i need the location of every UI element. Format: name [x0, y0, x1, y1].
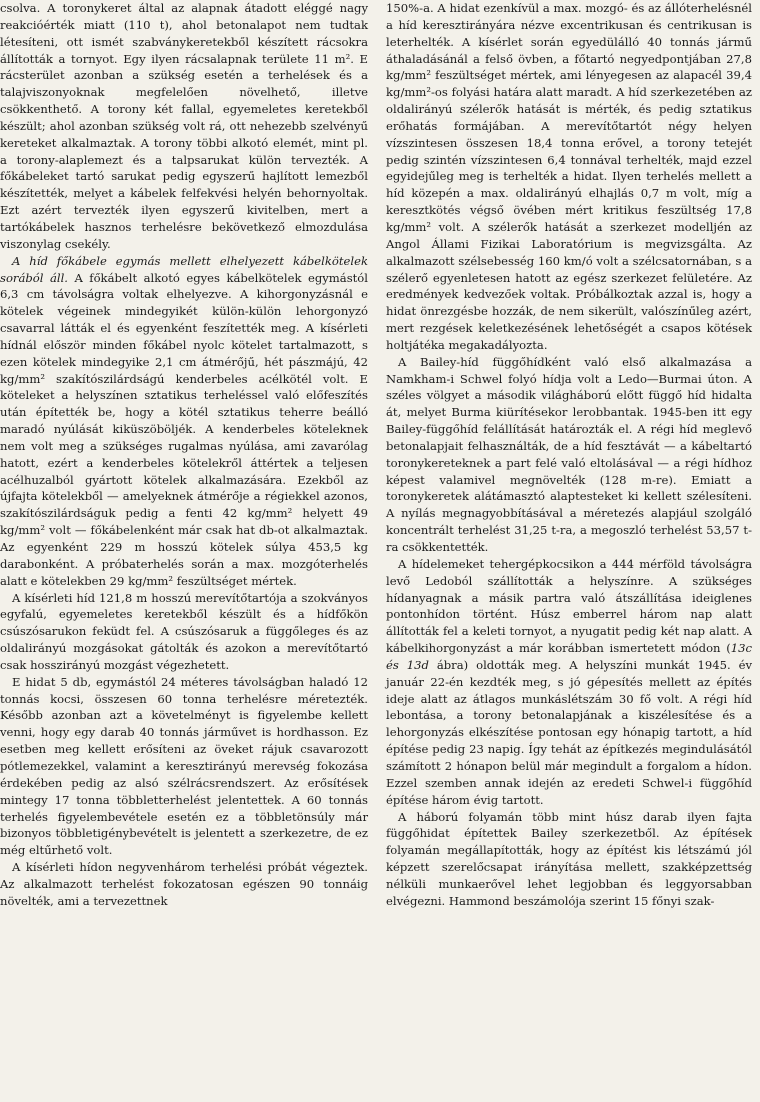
paragraph: csolva. A toronykeret által az alapnak átadott eléggé nagy reakcióérték miatt (110 t), ahol betonalapot nem tudtak létesíteni, ott ismét szabványkeretekből készített rácsokra állították a tornyot. Egy ilyen rácsalapnak területe 11 m². E rácsterület azonban a szükség esetén a terhelések és a talajviszonyoknak megfelelően növelhető, illetve csökkenthető. A torony két fallal, egyemeletes keretekből készült; ahol azonban szükség volt rá, ott nehezebb szelvényű kereteket alkalmaztak. A torony többi alkotó elemét, mint pl. a torony-alaplemezt és a talpsarukat külön tervezték. A főkábeleket tartó sarukat pedig egyszerű hajlított lemezből készítették, melyet a kábelek felfekvési helyén behornyoltak. Ezt azért tervezték ilyen egyszerű kivitelben, mert a tartókábelek hasznos terhelésre bekövetkező elmozdulása viszonylag csekély. [0, 1, 368, 251]
figure-reference: 13c és 13d [386, 641, 752, 672]
paragraph: A kísérleti híd 121,8 m hosszú merevítőtartója a szokványos egyfalú, egyemeletes keretekből készült és a hídfőkön csúszósarukon feküdt fel. A csúszósaruk a függőleges és az oldalirányú mozgásokat gátolták és azokon a merevítőtartó csak hosszirányú mozgást végezhetett. [0, 590, 368, 672]
paragraph: A Bailey-híd függőhídként való első alkalmazása a Namkham-i Schwel folyó hídja volt a Ledo—Burmai úton. A széles völgyet a második világháború előtt függő híd hidalta át, melyet Burma kiürítésekor lerobbantak. 1945-ben itt egy Bailey-függőhíd felállítását határozták el. A régi híd meglevő betonalapjait felhasználták, de a híd fesztávát — a kábeltartó toronykereteknek a part felé való eltolásával — a régi hídhoz képest valamivel megnövelték (128 m-re). Emiatt a toronykeretek alátámasztó alaptesteket ki kellett szélesíteni. A nyílás megnagyobbításával a méretezés alapjául szolgáló koncentrált terhelést 31,25 t-ra, a megoszló terhelést 53,57 t-ra csökkentették. [386, 354, 752, 554]
paragraph [386, 556, 752, 809]
italic-lead-sentence: A híd főkábele egymás mellett elhelyezett kábelkötelek sorából áll. [0, 253, 368, 285]
right-column [386, 0, 752, 910]
paragraph-text: ábra) oldották meg. A helyszíni munkát 1945. év január 22-én kezdték meg, s jó gépesítés mellett az építés ideje alatt az átlagos munkáslétszám 30 fő volt. A régi híd lebontása, a torony betonalapjának a kiszélesítése és a lehorgonyzás elkészítése pontosan egy hónapig tartott, a híd építése pedig 23 napig. Így tehát az építkezés megindulásától számított 2 hónapon belül már megindult a forgalom a hídon. Ezzel szemben annak idején az eredeti Schwel-i függőhíd építése három évig tartott. [386, 657, 753, 807]
paragraph: E hidat 5 db, egymástól 24 méteres távolságban haladó 12 tonnás kocsi, összesen 60 tonna terhelésre méretezték. Később azonban azt a követelményt is figyelembe kellett venni, hogy egy darab 40 tonnás járművet is hordhasson. Ez esetben meg kellett erősíteni az öveket rájuk csavarozott pótlemezekkel, valamint a keresztirányú merevség fokozása érdekében pedig az alsó szélrácsrendszert. Az erősítések mintegy 17 tonna többletterhelést jelentettek. A 60 tonnás terhelés figyelembevétele esetén ez a többletönsúly már bizonyos többletigénybevételt is jelentett a szerkezetre, de ez még eltűrhető volt. [0, 674, 368, 858]
paragraph-text: A főkábelt alkotó egyes kábelkötelek egymástól 6,3 cm távolságra voltak elhelyezve. A kihorgonyzásnál e kötelek végeinek mindegyikét külön-külön lehorgonyzó csavarral látták el és egyenként feszítették meg. A kísérleti hídnál először minden főkábel nyolc kötelet tartalmazott, s ezen kötelek mindegyike 2,1 cm átmérőjű, hét pászmájú, 42 kg/mm² szakítószilárdságú kenderbeles acélkötél volt. E köteleket a helyszínen sztatikus terheléssel való előfeszítés után építették be, hogy a kötél sztatikus teherre beálló maradó nyúlását kiküszöböljék. A kenderbeles köteleknek nem volt meg a szükséges rugalmas nyúlása, ami zavarólag hatott, ezért a kenderbeles kötelekről áttértek a teljesen acélhuzalból gyártott kötelek alkalmazására. Ezekből az újfajta kötelekből — amelyeknek átmérője a régiekkel azonos, szakítószilárdságuk pedig a fenti 42 kg/mm² helyett 49 kg/mm² volt — főkábelenként már csak hat db-ot alkalmaztak. Az egyenként 229 m hosszú kötelek súlya 453,5 kg darabonként. A próbaterhelés során a max. mozgóterhelés alatt e kötelekben 29 kg/mm² feszültséget mértek. [0, 270, 368, 588]
left-column [0, 0, 368, 910]
paragraph: A kísérleti hídon negyvenhárom terhelési próbát végeztek. Az alkalmazott terhelést fokozatosan egészen 90 tonnáig növelték, ami a tervezettnek [0, 860, 368, 908]
paragraph: 150%-a. A hidat ezenkívül a max. mozgó- és az állóterhelésnél a híd keresztirányára nézve excentrikusan és centrikusan is leterhelték. A kísérlet során egyedülálló 40 tonnás jármű áthaladásánál a felső övben, a főtartó negyedpontjában 27,8 kg/mm² feszültséget mértek, ami lényegesen az alapacél 39,4 kg/mm²-os folyási határa alatt maradt. A híd szerkezetében az oldalirányú szélerők hatását is mérték, és pedig sztatikus erőhatás formájában. A merevítőtartót négy helyen vízszintesen összesen 18,4 tonna erővel, a torony tetejét pedig szintén vízszintesen 6,4 tonnával terhelték, majd ezzel egyidejűleg meg is terhelték a hidat. Ilyen terhelés mellett a híd közepén a max. oldalirányú elhajlás 0,7 m volt, míg a keresztkötés végső övében mért kritikus feszültség 17,8 kg/mm² volt. A szélerők hatását a szerkezet modelljén az Angol Állami Fizikai Laboratórium is megvizsgálta. Az alkalmazott szélsebesség 160 km/ó volt a szélcsatornában, s a szélerő egyenletesen hatott az egész szerkezet felületére. Az eredmények kedvezőek voltak. Próbálkoztak azzal is, hogy a hidat önrezgésbe hozzák, de nem sikerült, valószínűleg azért, mert rezgések keletkezésének lehetőségét a csapos kötések holtjátéka megakadályozta. [386, 1, 752, 352]
paragraph: A háború folyamán több mint húsz darab ilyen fajta függőhidat építettek Bailey szerkezetből. Az építések folyamán megállapították, hogy az építést kis létszámú jól képzett szerelőcsapat irányítása mellett, szakképzettség nélküli munkaerővel lehet legjobban és leggyorsabban elvégezni. Hammond beszámolója szerint 15 főnyi szak- [386, 809, 752, 908]
paragraph-text: A hídelemeket tehergépkocsikon a 444 mérföld távolságra levő Ledoból szállították a helyszínre. A szükséges hídanyagnak a másik partra való átszállítása ideiglenes pontonhídon történt. Húsz emberrel három nap alatt állították fel a keleti tornyot, a nyugatit pedig két nap alatt. A kábelkihorgonyzást a már korábban ismertetett módon ( [386, 556, 752, 656]
paragraph [0, 253, 368, 590]
